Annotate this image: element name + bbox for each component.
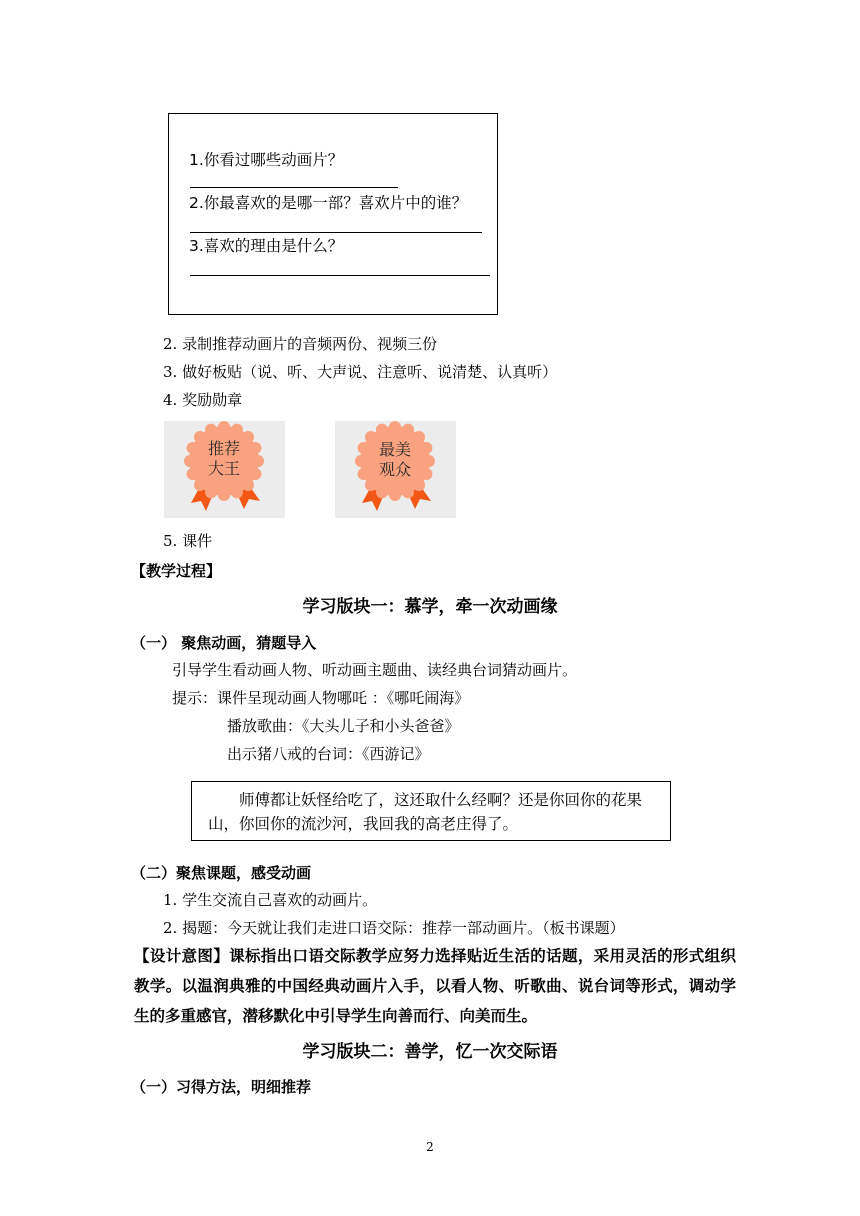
module-2-heading: 学习版块二：善学，忆一次交际语 [302,1042,558,1062]
badge-text-line1: 最美 [378,440,412,459]
badge-scallop [184,455,196,467]
prep-item-5: 5. 课件 [163,532,213,550]
survey-box [168,113,498,315]
answer-line-1 [190,187,398,188]
badge-scallop [194,431,206,443]
badge-scallop [423,455,435,467]
badge-image-recommend-king [164,421,285,518]
quote-box [191,781,671,841]
badge-scallop [389,421,401,433]
badge-scallop [358,468,370,480]
badge-scallop [249,442,261,454]
module-1-heading: 学习版块一：慕学，牵一次动画缘 [302,597,558,617]
badge-scallop [252,455,264,467]
badge-scallop [420,468,432,480]
badge-scallop [376,486,388,498]
badge-scallop [231,424,243,436]
badge-scallop [187,468,199,480]
badge-scallop [187,442,199,454]
answer-line-2 [190,232,482,233]
badge-scallop [218,489,230,501]
prep-item-4: 4. 奖励勋章 [163,391,243,409]
badge-scallop [218,421,230,433]
prep-item-2: 2. 录制推荐动画片的音频两份、视频三份 [163,335,438,353]
badge-scallop [413,479,425,491]
badge-scallop [402,424,414,436]
module-1-part-1-title: （一） 聚焦动画，猜题导入 [131,634,317,652]
answer-line-3 [190,275,490,276]
badge-scallop [365,431,377,443]
design-intent-paragraph: 【设计意图】课标指出口语交际教学应努力选择贴近生活的话题，采用灵活的形式组织教学。以温润典雅的中国经典动画片入手，以看人物、听歌曲、说台词等形式，调动学生的多重感官，潜移默化中引导学生向善而行、向美而生。 [134,946,736,1025]
page-number: 2 [426,1140,434,1154]
badge-text-line2: 大王 [207,459,241,478]
badge-image-best-audience [335,421,456,518]
prep-item-3: 3. 做好板贴（说、听、大声说、注意听、说清楚、认真听） [163,363,558,381]
badge-text-line1: 推荐 [207,439,241,458]
module-1-part-2-title: （二）聚焦课题，感受动画 [131,864,312,882]
badge-scallop [389,489,401,501]
survey-question-2: 2.你最喜欢的是哪一部？喜欢片中的谁？ [189,194,468,212]
hint-line-3: 出示猪八戒的台词：《西游记》 [227,745,430,763]
badge-scallop [355,455,367,467]
badge-scallop [194,479,206,491]
badge-scallop [420,442,432,454]
hint-line-2: 播放歌曲：《大头儿子和小头爸爸》 [227,717,460,735]
badge-scallop [402,486,414,498]
badge-scallop [205,486,217,498]
module-1-part-1-text: 引导学生看动画人物、听动画主题曲、读经典台词猜动画片。 [172,661,578,679]
badge-scallop [376,424,388,436]
badge-scallop [249,468,261,480]
badge-scallop [365,479,377,491]
module-2-part-1-title: （一）习得方法，明细推荐 [131,1078,312,1096]
badge-text-line2: 观众 [378,460,412,479]
badge-scallop [358,442,370,454]
badge-scallop [231,486,243,498]
quote-text: 师傅都让妖怪给吃了，这还取什么经啊？还是你回你的花果山，你回你的流沙河，我回我的高老庄得了。 [208,791,643,833]
survey-question-3: 3.喜欢的理由是什么？ [189,237,344,255]
badge-scallop [242,479,254,491]
badge-scallop [205,424,217,436]
module-1-part-2-item-1: 1. 学生交流自己喜欢的动画片。 [163,891,378,909]
module-1-part-2-item-2: 2. 揭题：今天就让我们走进口语交际：推荐一部动画片。（板书课题） [163,919,625,937]
hint-line-1: 提示：课件呈现动画人物哪吒 ：《哪吒闹海》 [172,689,470,707]
teaching-process-title: 【教学过程】 [131,562,222,580]
survey-question-1: 1.你看过哪些动画片？ [189,151,344,169]
badge-scallop [242,431,254,443]
badge-scallop [413,431,425,443]
